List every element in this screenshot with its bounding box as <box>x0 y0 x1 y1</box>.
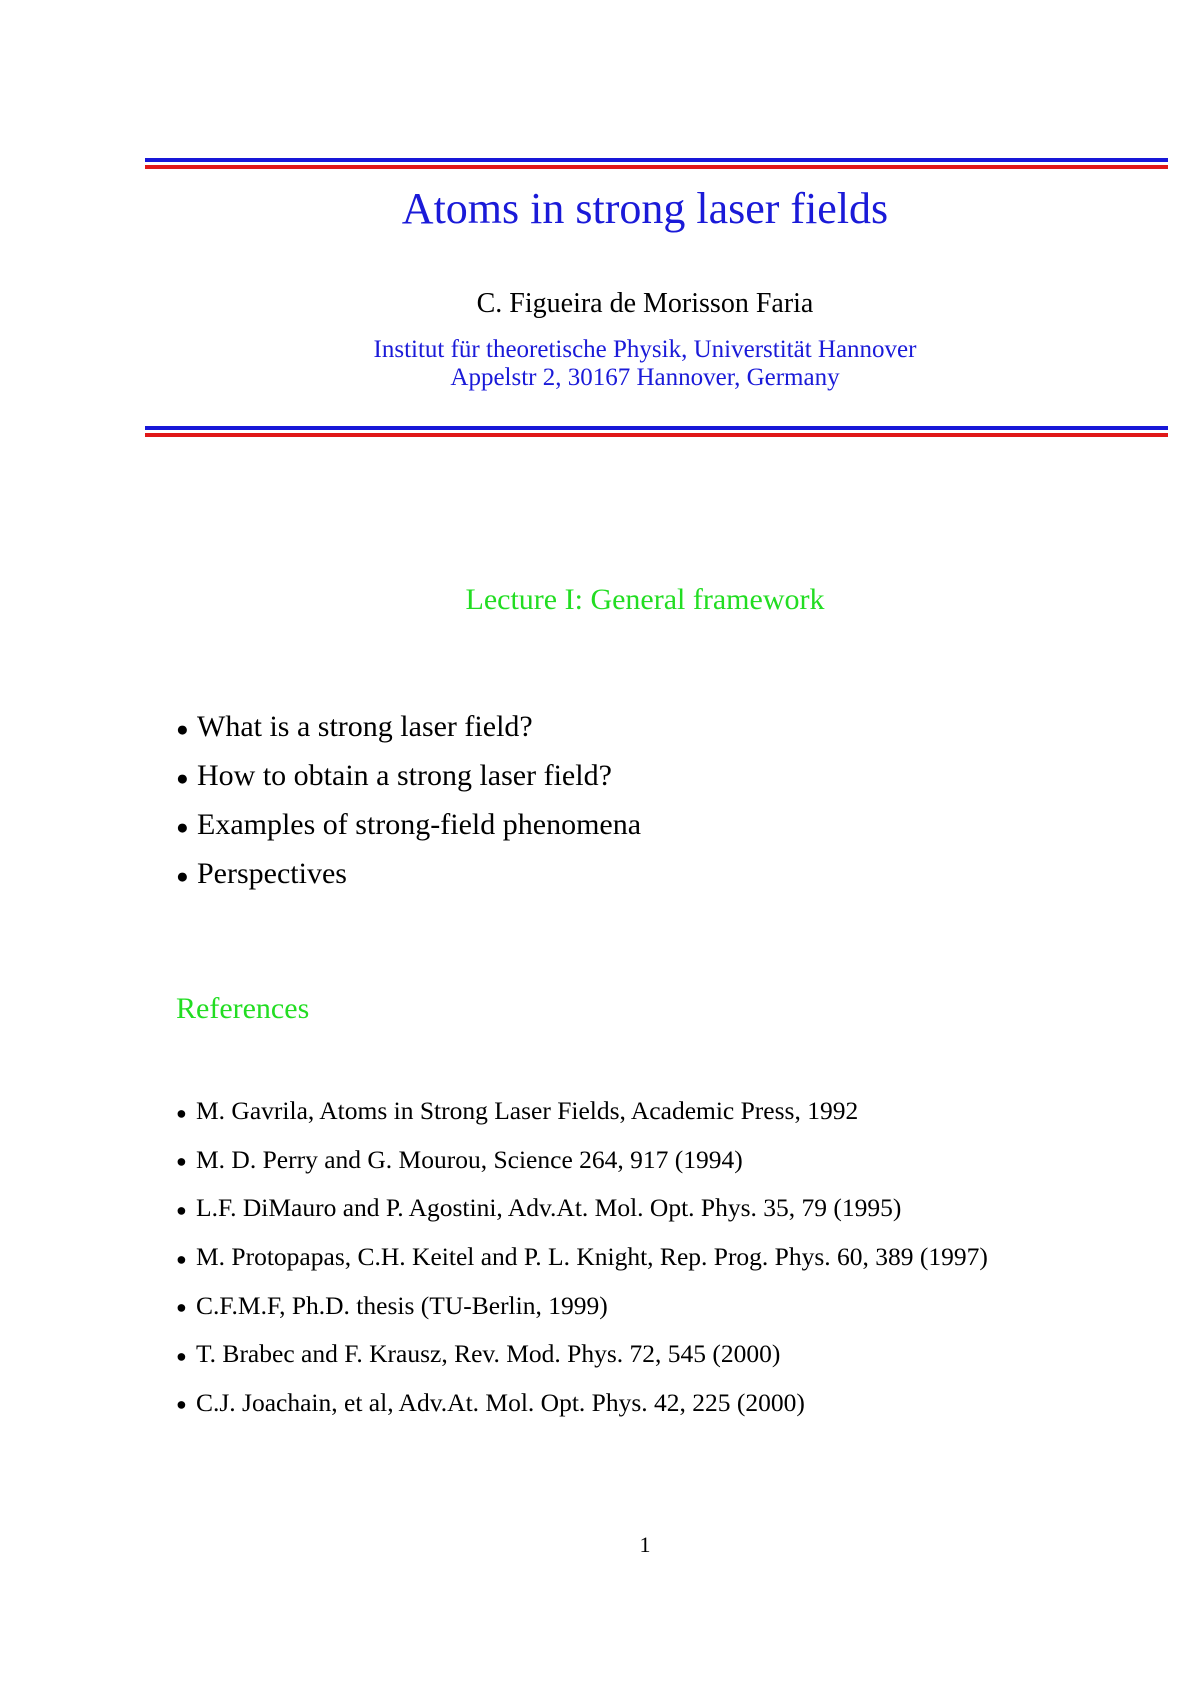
header-bottom-rule <box>145 426 1168 437</box>
topic-item <box>176 800 641 849</box>
topic-item <box>176 751 641 800</box>
bullet-icon: ● <box>176 814 189 839</box>
reference-text: C.F.M.F, Ph.D. thesis (TU-Berlin, 1999) <box>196 1290 608 1320</box>
rule-red-line <box>145 433 1168 437</box>
bullet-icon: ● <box>176 863 189 888</box>
bullet-icon: ● <box>176 1394 187 1415</box>
affiliation-address: Appelstr 2, 30167 Hannover, Germany <box>450 364 840 391</box>
reference-item <box>176 1291 1156 1323</box>
topic-item <box>176 849 641 898</box>
document-title: Atoms in strong laser fields <box>401 184 889 233</box>
bullet-icon: ● <box>176 1102 187 1123</box>
reference-text: C.J. Joachain, et al, Adv.At. Mol. Opt. Phys. 42, 225 (2000) <box>196 1387 805 1417</box>
topic-item <box>176 702 641 751</box>
reference-text: T. Brabec and F. Krausz, Rev. Mod. Phys. 72, 545 (2000) <box>196 1339 781 1369</box>
topic-list <box>176 702 641 898</box>
bullet-icon: ● <box>176 1248 187 1269</box>
reference-text: M. D. Perry and G. Mourou, Science 264, 917 (1994) <box>196 1144 743 1174</box>
lecture-heading: Lecture I: General framework <box>465 583 825 616</box>
reference-text: L.F. DiMauro and P. Agostini, Adv.At. Mol. Opt. Phys. 35, 79 (1995) <box>196 1193 902 1223</box>
reference-list <box>176 1096 1156 1436</box>
reference-item <box>176 1242 1156 1274</box>
bullet-icon: ● <box>176 1297 187 1318</box>
bullet-icon: ● <box>176 765 189 790</box>
topic-text: Examples of strong-field phenomena <box>197 808 642 841</box>
affiliation-institute: Institut für theoretische Physik, Universtität Hannover <box>373 336 917 363</box>
author-name: C. Figueira de Morisson Faria <box>476 288 814 319</box>
reference-text: M. Gavrila, Atoms in Strong Laser Fields, Academic Press, 1992 <box>196 1096 859 1125</box>
reference-item <box>176 1339 1156 1371</box>
bullet-icon: ● <box>176 1151 187 1172</box>
rule-red-line <box>145 165 1168 169</box>
reference-item <box>176 1145 1156 1177</box>
bullet-icon: ● <box>176 1199 187 1220</box>
reference-item <box>176 1388 1156 1420</box>
header-top-rule <box>145 158 1168 169</box>
topic-text: What is a strong laser field? <box>197 710 533 743</box>
reference-text: M. Protopapas, C.H. Keitel and P. L. Knight, Rep. Prog. Phys. 60, 389 (1997) <box>196 1241 988 1271</box>
reference-item <box>176 1193 1156 1225</box>
topic-text: How to obtain a strong laser field? <box>197 759 612 792</box>
references-heading: References <box>176 992 310 1025</box>
page-number: 1 <box>639 1532 651 1557</box>
topic-text: Perspectives <box>197 857 347 890</box>
bullet-icon: ● <box>176 1345 187 1366</box>
reference-item <box>176 1096 1156 1128</box>
bullet-icon: ● <box>176 716 189 741</box>
